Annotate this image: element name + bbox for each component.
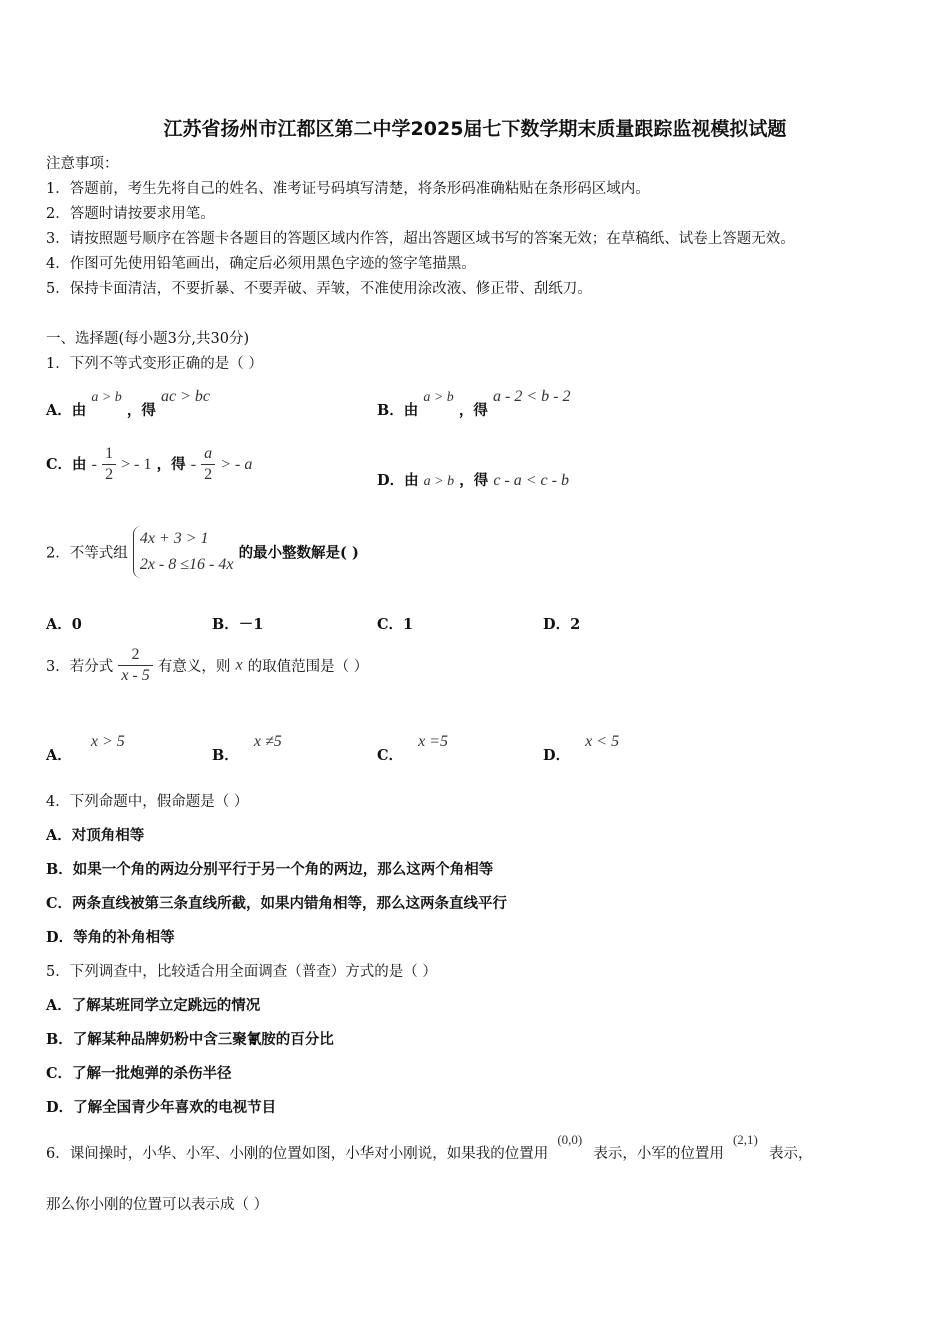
stem-text: 的取值范围是（ ）: [247, 659, 369, 675]
option-text: ，得: [156, 456, 186, 473]
fraction: [102, 444, 116, 485]
math-expr: x > 5: [90, 733, 125, 750]
notice-item: 5．保持卡面清洁，不要折暴、不要弄破、弄皱，不准使用涂改液、修正带、刮纸刀。: [46, 281, 592, 297]
option-label: A．: [46, 747, 72, 764]
question-4-option-c: C．两条直线被第三条直线所截，如果内错角相等，那么这两条直线平行: [46, 895, 508, 912]
question-5-stem: 5．下列调查中，比较适合用全面调查（普查）方式的是（ ）: [46, 964, 437, 980]
stem-text: 表示，: [768, 1146, 813, 1162]
question-6-stem: [46, 1128, 813, 1162]
notice-item: 3．请按照题号顺序在答题卡各题目的答题区域内作答，超出答题区域书写的答案无效；在草稿纸、试卷上答题无效。: [46, 231, 795, 247]
option-label: C．: [377, 747, 404, 764]
question-3-stem: [46, 645, 368, 686]
question-1-stem: 1．下列不等式变形正确的是（ ）: [46, 356, 263, 372]
math-var: x: [235, 656, 243, 674]
option-label: B．由: [377, 402, 419, 419]
question-3-option-a: [46, 730, 125, 764]
math-expr: a > b: [91, 390, 122, 405]
notice-item: 2．答题时请按要求用笔。: [46, 206, 215, 222]
inequality-system: [133, 526, 234, 578]
math-expr: x ≠5: [253, 733, 282, 750]
question-4-stem: 4．下列命题中，假命题是（ ）: [46, 794, 249, 810]
question-5-option-d: D．了解全国青少年喜欢的电视节目: [46, 1099, 277, 1116]
coordinate: (0,0): [557, 1132, 583, 1147]
math-expr: a > b: [423, 474, 455, 489]
inequality-line: 4x + 3 > 1: [139, 530, 209, 547]
stem-text: 表示，小军的位置用: [593, 1146, 724, 1162]
option-label: D．: [543, 747, 571, 764]
question-1-option-b: [377, 385, 571, 419]
option-text: ，得: [126, 402, 156, 419]
coordinate: (2,1): [732, 1132, 758, 1147]
fraction-denominator: 2: [105, 466, 114, 483]
math-expr: x < 5: [585, 733, 620, 750]
math-expr: -: [91, 456, 97, 473]
question-2-option-a: A．0: [46, 616, 82, 633]
math-expr: a > b: [423, 390, 454, 405]
question-4-option-d: D．等角的补角相等: [46, 929, 175, 946]
stem-text: 6．课间操时，小华、小军、小刚的位置如图，小华对小刚说，如果我的位置用: [46, 1146, 549, 1162]
fraction-numerator: 1: [102, 444, 116, 465]
question-2-stem: [46, 526, 359, 578]
section-heading: 一、选择题(每小题3分,共30分): [46, 331, 250, 347]
fraction-numerator: a: [201, 444, 215, 465]
question-2-option-d: D．2: [543, 616, 581, 633]
option-label: C．由: [46, 456, 87, 473]
math-expr: > - 1: [121, 456, 152, 473]
notice-heading: 注意事项：: [46, 156, 119, 172]
fraction-denominator: 2: [204, 466, 213, 483]
question-4-option-a: A．对顶角相等: [46, 827, 145, 844]
question-3-option-d: [543, 730, 620, 764]
option-label: B．: [212, 747, 239, 764]
fraction-numerator: 2: [118, 645, 152, 666]
question-6-stem-continued: 那么你小刚的位置可以表示成（ ）: [46, 1197, 269, 1213]
option-label: D．由: [377, 472, 419, 489]
stem-text: 2．不等式组: [46, 545, 128, 562]
math-expr: ac > bc: [161, 388, 210, 405]
math-expr: c - a < c - b: [493, 472, 569, 489]
stem-text: 3．若分式: [46, 659, 114, 675]
question-4-option-b: B．如果一个角的两边分别平行于另一个角的两边，那么这两个角相等: [46, 861, 494, 878]
stem-text: 有意义，则: [157, 659, 231, 675]
page-title: 江苏省扬州市江都区第二中学2025届七下数学期末质量跟踪监视模拟试题: [163, 118, 787, 140]
fraction-denominator: x - 5: [121, 667, 150, 684]
math-expr: -: [190, 456, 197, 473]
question-5-option-b: B．了解某种品牌奶粉中含三聚氰胺的百分比: [46, 1031, 334, 1048]
question-1-option-a: [46, 385, 210, 419]
notice-item: 4．作图可先使用铅笔画出，确定后必须用黑色字迹的签字笔描黑。: [46, 256, 476, 272]
question-1-option-d: [377, 469, 569, 490]
option-label: A．由: [46, 402, 87, 419]
notice-item: 1．答题前，考生先将自己的姓名、准考证号码填写清楚，将条形码准确粘贴在条形码区域内。: [46, 181, 650, 197]
question-1-option-c: [46, 444, 252, 485]
question-2-option-c: C．1: [377, 616, 414, 633]
option-text: ，得: [459, 472, 489, 489]
fraction: [201, 444, 215, 485]
question-5-option-a: A．了解某班同学立定跳远的情况: [46, 997, 261, 1014]
math-expr: x =5: [418, 733, 449, 750]
stem-text: 的最小整数解是( ): [238, 544, 359, 562]
fraction: [118, 645, 152, 686]
question-5-option-c: C．了解一批炮弹的杀伤半径: [46, 1065, 232, 1082]
question-3-option-c: [377, 730, 449, 764]
option-text: ，得: [458, 402, 488, 419]
question-3-option-b: [212, 730, 282, 764]
math-expr: > - a: [220, 456, 253, 473]
inequality-line: 2x - 8 ≤16 - 4x: [139, 556, 234, 573]
math-expr: a - 2 < b - 2: [493, 388, 571, 405]
question-2-option-b: B．－1: [212, 616, 264, 633]
